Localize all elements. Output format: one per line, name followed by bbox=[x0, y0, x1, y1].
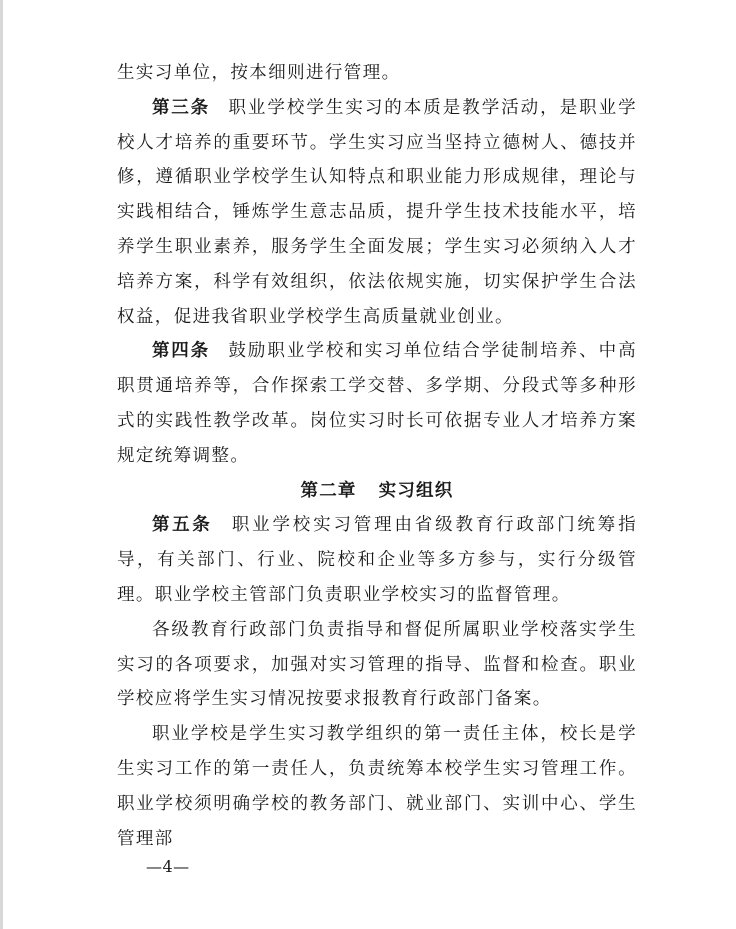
article-4-text: 鼓励职业学校和实习单位结合学徒制培养、中高职贯通培养等，合作探索工学交替、多学期、分段式等多种形式的实践性教学改革。岗位实习时长可依据专业人才培养方案规定统筹调整。 bbox=[117, 341, 637, 466]
paragraph-education-departments: 各级教育行政部门负责指导和督促所属职业学校落实学生实习的各项要求，加强对实习管理的指导、监督和检查。职业学校应将学生实习情况按要求报教育行政部门备案。 bbox=[117, 619, 637, 710]
chapter-heading bbox=[117, 474, 637, 509]
article-3-label: 第三条 bbox=[152, 97, 210, 118]
article-3 bbox=[117, 91, 637, 335]
article-4 bbox=[117, 334, 637, 473]
article-4-label: 第四条 bbox=[152, 341, 210, 362]
article-3-text: 职业学校学生实习的本质是教学活动，是职业学校人才培养的重要环节。学生实习应当坚持立德树人、德技并修，遵循职业学校学生认知特点和职业能力形成规律，理论与实践相结合，锤炼学生意志品质，提升学生技术技能水平，培养学生职业素养，服务学生全面发展；学生实习必须纳入人才培养方案，科学有效组织，依法依规实施，切实保护学生合法权益，促进我省职业学校学生高质量就业创业。 bbox=[117, 97, 637, 327]
paragraph-school-responsibility: 职业学校是学生实习教学组织的第一责任主体，校长是学生实习工作的第一责任人，负责统筹本校学生实习管理工作。职业学校须明确学校的教务部门、就业部门、实训中心、学生管理部 bbox=[117, 724, 637, 849]
document-body bbox=[117, 56, 637, 856]
article-5-label: 第五条 bbox=[152, 515, 213, 536]
page-number: —4— bbox=[146, 857, 190, 876]
article-5-text: 职业学校实习管理由省级教育行政部门统筹指导，有关部门、行业、院校和企业等多方参与，实行分级管理。职业学校主管部门负责职业学校实习的监督管理。 bbox=[117, 515, 637, 605]
chapter-title: 实习组织 bbox=[378, 480, 454, 501]
opening-line: 生实习单位，按本细则进行管理。 bbox=[117, 63, 401, 83]
page-left-edge bbox=[0, 0, 3, 929]
chapter-number: 第二章 bbox=[300, 480, 357, 501]
article-5 bbox=[117, 508, 637, 612]
